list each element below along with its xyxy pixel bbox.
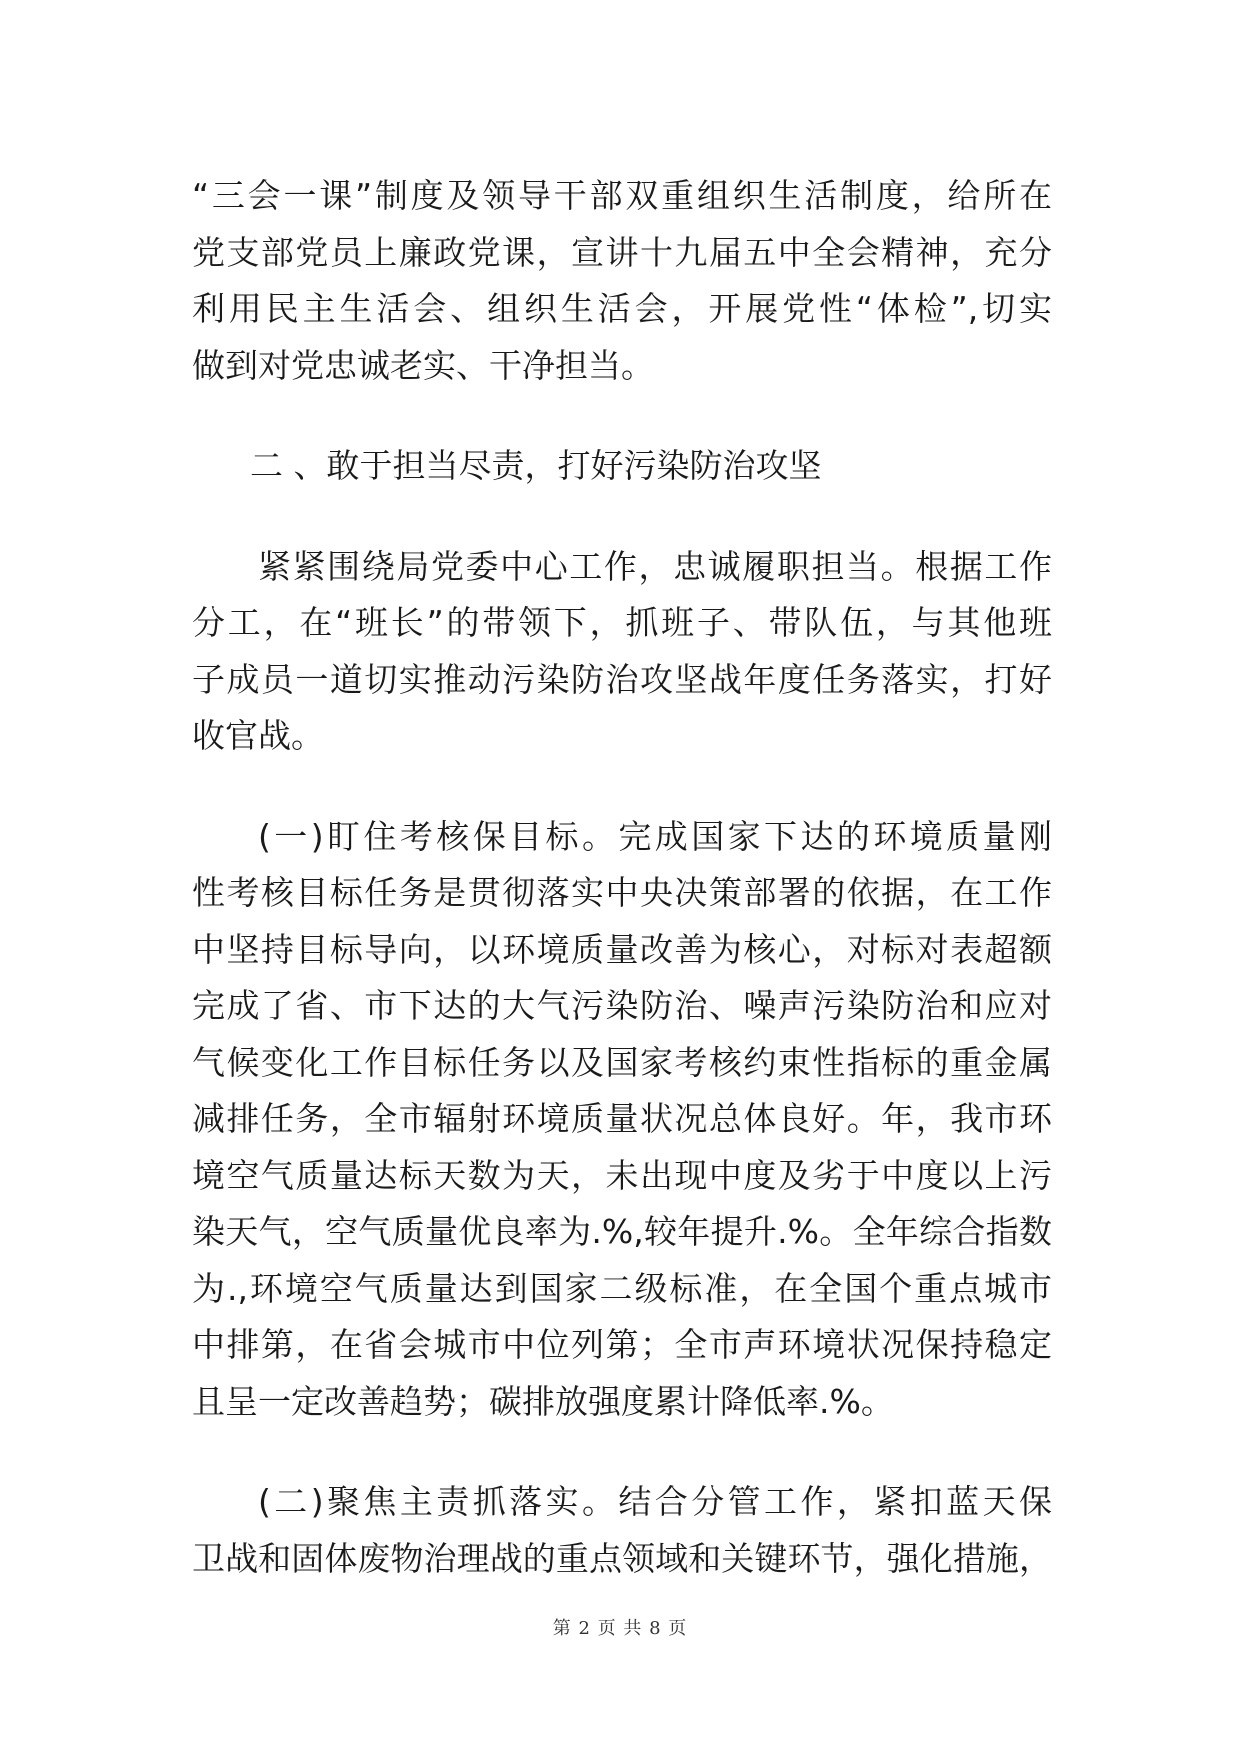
- paragraph-line: 分工，在“班长”的带领下，抓班子、带队伍，与其他班: [192, 603, 1052, 642]
- paragraph-line: 紧紧围绕局党委中心工作，忠诚履职担当。根据工作: [258, 546, 1052, 586]
- paragraph-line: 利用民主生活会、组织生活会，开展党性“体检”,切实: [192, 289, 1052, 328]
- paragraph-2: [192, 539, 1052, 765]
- paragraph-line: 染天气，空气质量优良率为.%,较年提升.%。全年综合指数: [192, 1212, 1052, 1251]
- paragraph-line: 中坚持目标导向，以环境质量改善为核心，对标对表超额: [192, 929, 1052, 969]
- paragraph-3: [192, 809, 1052, 1431]
- paragraph-line: 气候变化工作目标任务以及国家考核约束性指标的重金属: [192, 1042, 1052, 1082]
- paragraph-4: [192, 1474, 1052, 1587]
- section-heading: 二 、敢于担当尽责，打好污染防治攻坚: [250, 446, 822, 485]
- paragraph-line: 做到对党忠诚老实、干净担当。: [192, 345, 654, 385]
- paragraph-line: 为.,环境空气质量达到国家二级标准，在全国个重点城市: [192, 1268, 1052, 1308]
- page-footer: 第 2 页 共 8 页: [552, 1618, 688, 1639]
- paragraph-line: 收官战。: [192, 716, 324, 755]
- paragraph-line: (二)聚焦主责抓落实。结合分管工作，紧扣蓝天保: [258, 1482, 1052, 1521]
- paragraph-1: [192, 168, 1052, 394]
- paragraph-line: 中排第，在省会城市中位列第；全市声环境状况保持稳定: [192, 1325, 1052, 1364]
- paragraph-line: “三会一课”制度及领导干部双重组织生活制度，给所在: [192, 176, 1052, 215]
- paragraph-line: 卫战和固体废物治理战的重点领域和关键环节，强化措施，: [192, 1538, 1052, 1578]
- paragraph-line: 性考核目标任务是贯彻落实中央决策部署的依据，在工作: [192, 873, 1052, 912]
- paragraph-line: 境空气质量达标天数为天，未出现中度及劣于中度以上污: [192, 1155, 1052, 1195]
- document-body: [192, 168, 1052, 1587]
- paragraph-line: 党支部党员上廉政党课，宣讲十九届五中全会精神，充分: [192, 232, 1052, 272]
- paragraph-line: 减排任务，全市辐射环境质量状况总体良好。年，我市环: [192, 1099, 1052, 1138]
- paragraph-line: 且呈一定改善趋势；碳排放强度累计降低率.%。: [192, 1381, 894, 1421]
- paragraph-line: 完成了省、市下达的大气污染防治、噪声污染防治和应对: [192, 986, 1052, 1025]
- paragraph-line: 子成员一道切实推动污染防治攻坚战年度任务落实，打好: [192, 659, 1052, 699]
- paragraph-line: (一)盯住考核保目标。完成国家下达的环境质量刚: [258, 816, 1052, 856]
